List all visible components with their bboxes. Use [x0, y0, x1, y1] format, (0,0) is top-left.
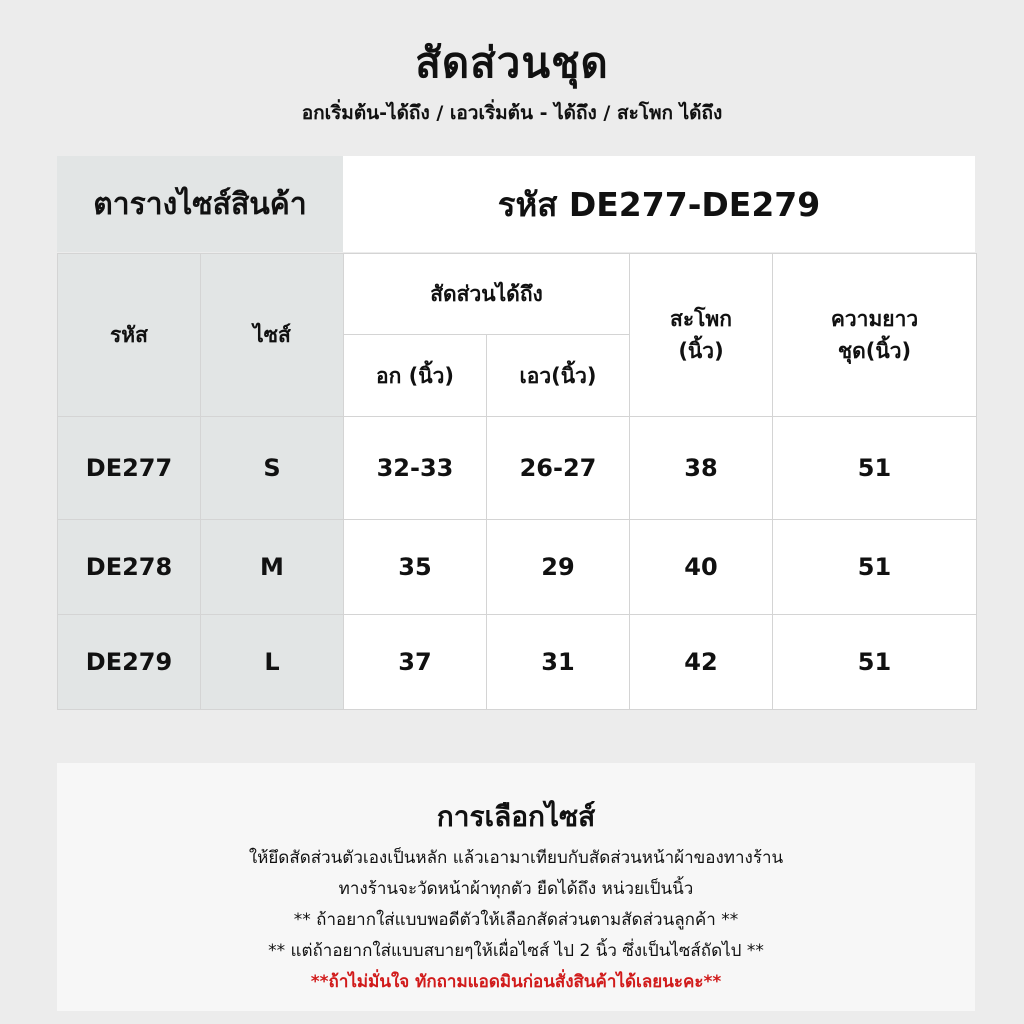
- cell-length: 51: [773, 519, 977, 614]
- table-row: [58, 417, 977, 519]
- cell-hip: 38: [630, 417, 773, 519]
- size-guide-title: การเลือกไซส์: [436, 800, 596, 833]
- size-chart-label: ตารางไซส์สินค้า: [57, 156, 343, 252]
- header-chest: อก (นิ้ว): [344, 335, 487, 417]
- cell-size: M: [201, 519, 344, 614]
- header-length-line2: ชุด(นิ้ว): [837, 339, 912, 364]
- size-table: [57, 253, 977, 710]
- size-guide-line: ให้ยึดสัดส่วนตัวเองเป็นหลัก แล้วเอามาเทียบกับสัดส่วนหน้าผ้าของทางร้าน: [248, 848, 784, 868]
- header-code: รหัส: [58, 254, 201, 417]
- table-header-band: [57, 156, 975, 252]
- cell-waist: 29: [487, 519, 630, 614]
- table-row: [58, 519, 977, 614]
- cell-chest: 37: [344, 614, 487, 709]
- header-measurements-group: สัดส่วนได้ถึง: [344, 254, 630, 335]
- cell-code: DE278: [58, 519, 201, 614]
- cell-code: DE277: [58, 417, 201, 519]
- header-length-line1: ความยาว: [830, 307, 919, 332]
- header-waist: เอว(นิ้ว): [487, 335, 630, 417]
- size-guide-box: [57, 763, 975, 1011]
- page-subtitle: อกเริ่มต้น-ได้ถึง / เอวเริ่มต้น - ได้ถึง / สะโพก ได้ถึง: [301, 102, 723, 124]
- size-guide-line: ทางร้านจะวัดหน้าผ้าทุกตัว ยืดได้ถึง หน่วยเป็นนิ้ว: [338, 879, 694, 899]
- cell-length: 51: [773, 614, 977, 709]
- cell-size: L: [201, 614, 344, 709]
- cell-hip: 40: [630, 519, 773, 614]
- product-code-range: รหัส DE277-DE279: [343, 156, 975, 252]
- header-hip: [630, 254, 773, 417]
- size-guide-warning: **ถ้าไม่มั่นใจ ทักถามแอดมินก่อนสั่งสินค้าได้เลยนะคะ**: [310, 972, 722, 992]
- size-guide-line: ** แต่ถ้าอยากใส่แบบสบายๆให้เผื่อไซส์ ไป 2 นิ้ว ซึ่งเป็นไซส์ถัดไป **: [268, 941, 764, 961]
- header-size: ไซส์: [201, 254, 344, 417]
- cell-chest: 32-33: [344, 417, 487, 519]
- page-title: สัดส่วนชุด: [415, 38, 609, 87]
- cell-code: DE279: [58, 614, 201, 709]
- table-row: [58, 614, 977, 709]
- header-length: [773, 254, 977, 417]
- header-hip-line2: (นิ้ว): [678, 339, 724, 364]
- size-guide-line: ** ถ้าอยากใส่แบบพอดีตัวให้เลือกสัดส่วนตามสัดส่วนลูกค้า **: [293, 910, 739, 930]
- cell-size: S: [201, 417, 344, 519]
- header-hip-line1: สะโพก: [670, 307, 732, 332]
- cell-waist: 31: [487, 614, 630, 709]
- cell-length: 51: [773, 417, 977, 519]
- cell-hip: 42: [630, 614, 773, 709]
- cell-chest: 35: [344, 519, 487, 614]
- cell-waist: 26-27: [487, 417, 630, 519]
